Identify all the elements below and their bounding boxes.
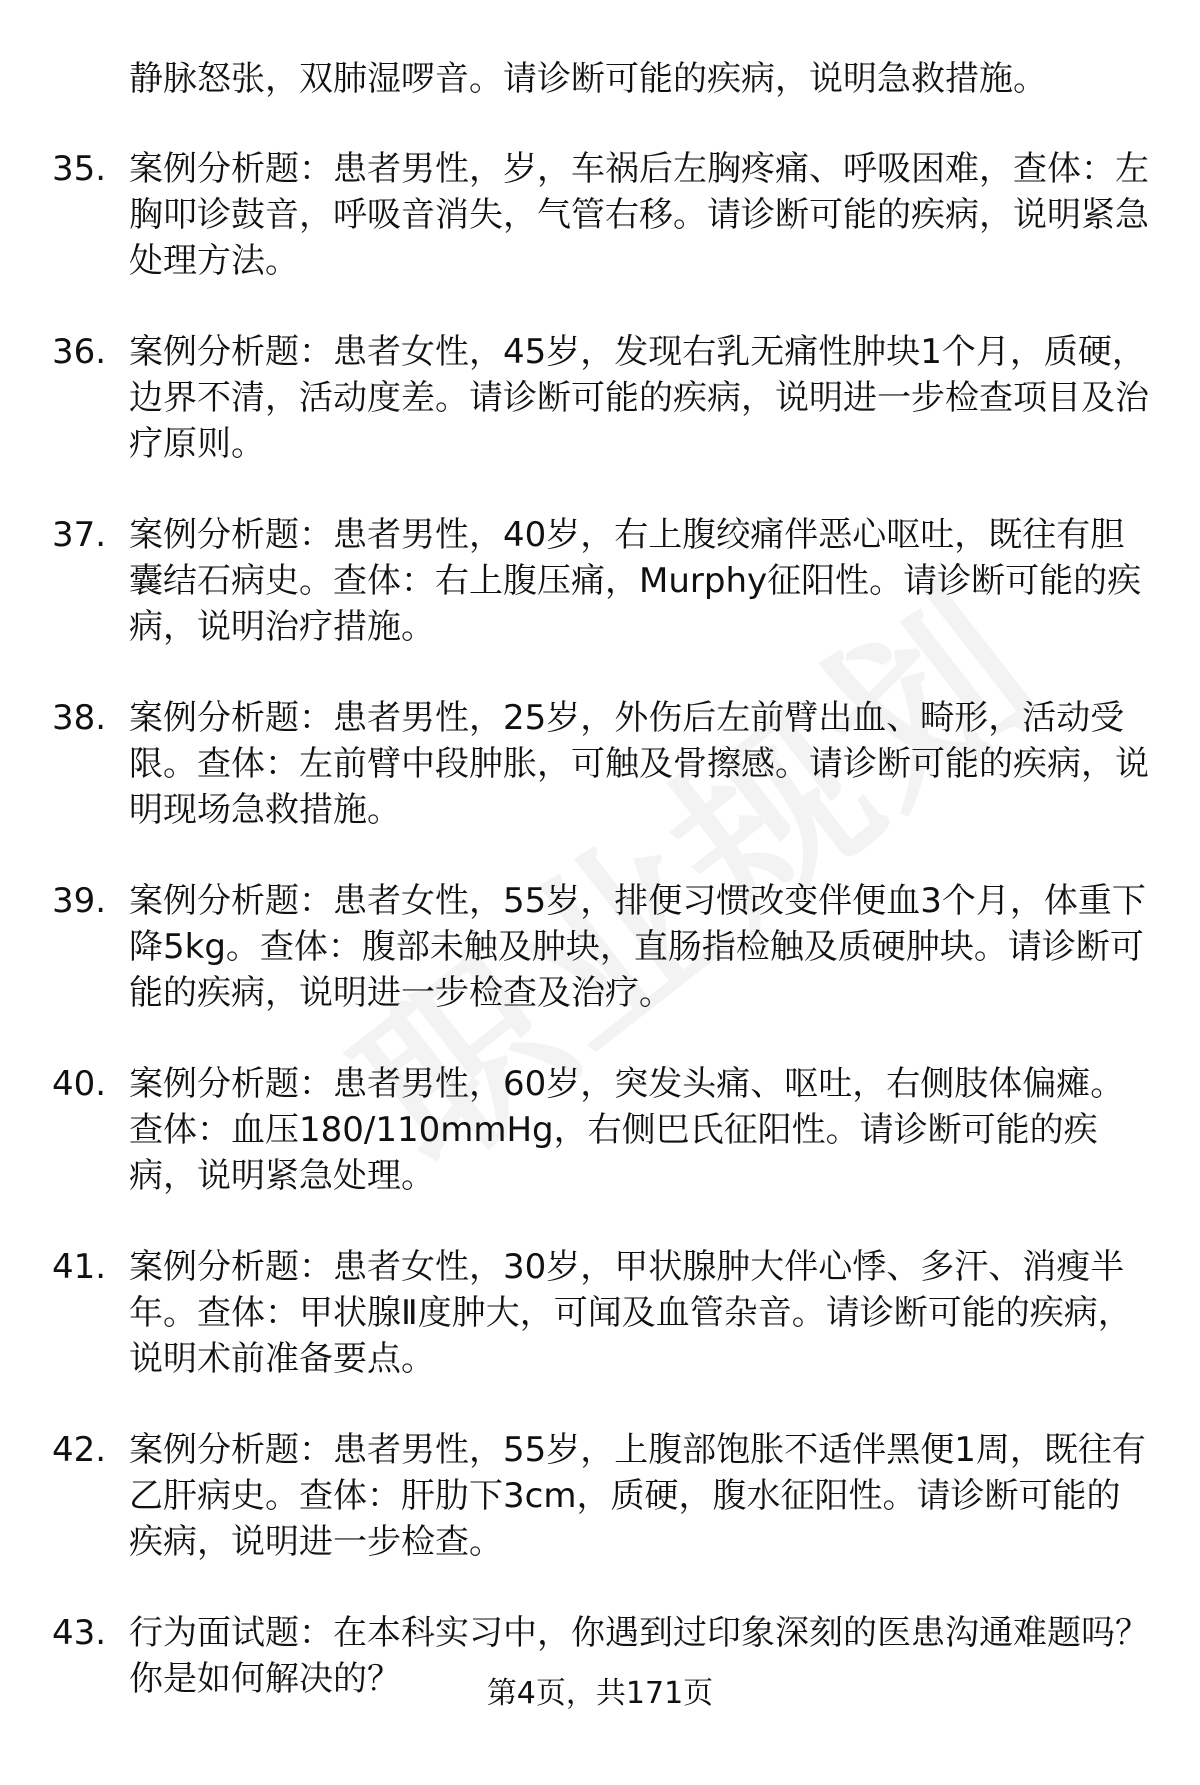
page-number-footer: 第4页，共171页 (486, 1676, 714, 1711)
question-number: 38. (52, 698, 107, 738)
question-text: 案例分析题：患者女性，30岁，甲状腺肿大伴心悸、多汗、消瘦半年。查体：甲状腺Ⅱ度肿大，可闻及血管杂音。请诊断可能的疾病，说明术前准备要点。 (129, 1247, 1132, 1379)
question-text: 案例分析题：患者女性，45岁，发现右乳无痛性肿块1个月，质硬，边界不清，活动度差。请诊断可能的疾病，说明进一步检查项目及治疗原则。 (129, 332, 1149, 464)
question-number: 37. (52, 515, 107, 555)
question-item (0, 138, 1200, 321)
question-text: 案例分析题：患者男性，55岁，上腹部饱胀不适伴黑便1周，既往有乙肝病史。查体：肝肋下3cm，质硬，腹水征阳性。请诊断可能的疾病，说明进一步检查。 (129, 1430, 1146, 1562)
question-text: 行为面试题：在本科实习中，你遇到过印象深刻的医患沟通难题吗？你是如何解决的？ (129, 1613, 1149, 1699)
question-number: 39. (52, 881, 107, 921)
question-text: 案例分析题：患者女性，55岁，排便习惯改变伴便血3个月，体重下降5kg。查体：腹部未触及肿块，直肠指检触及质硬肿块。请诊断可能的疾病，说明进一步检查及治疗。 (129, 881, 1146, 1013)
question-item (0, 870, 1200, 1053)
question-item (0, 1236, 1200, 1419)
continued-question-text: 静脉怒张，双肺湿啰音。请诊断可能的疾病，说明急救措施。 (129, 59, 1047, 99)
question-number: 43. (52, 1613, 107, 1653)
question-number: 35. (52, 149, 107, 189)
question-number: 40. (52, 1064, 107, 1104)
question-number: 36. (52, 332, 107, 372)
question-list (0, 138, 1200, 1785)
question-text: 案例分析题：患者男性，岁，车祸后左胸疼痛、呼吸困难，查体：左胸叩诊鼓音，呼吸音消失，气管右移。请诊断可能的疾病，说明紧急处理方法。 (129, 149, 1149, 281)
question-text: 案例分析题：患者男性，60岁，突发头痛、呕吐，右侧肢体偏瘫。查体：血压180/110mmHg，右侧巴氏征阳性。请诊断可能的疾病，说明紧急处理。 (129, 1064, 1125, 1196)
question-item (0, 1053, 1200, 1236)
question-item (0, 321, 1200, 504)
question-item (0, 687, 1200, 870)
question-number: 41. (52, 1247, 107, 1287)
question-item (0, 1419, 1200, 1602)
question-number: 42. (52, 1430, 107, 1470)
question-item (0, 504, 1200, 687)
question-text: 案例分析题：患者男性，25岁，外伤后左前臂出血、畸形，活动受限。查体：左前臂中段肿胀，可触及骨擦感。请诊断可能的疾病，说明现场急救措施。 (129, 698, 1149, 830)
question-text: 案例分析题：患者男性，40岁，右上腹绞痛伴恶心呕吐，既往有胆囊结石病史。查体：右上腹压痛，Murphy征阳性。请诊断可能的疾病，说明治疗措施。 (129, 515, 1142, 647)
